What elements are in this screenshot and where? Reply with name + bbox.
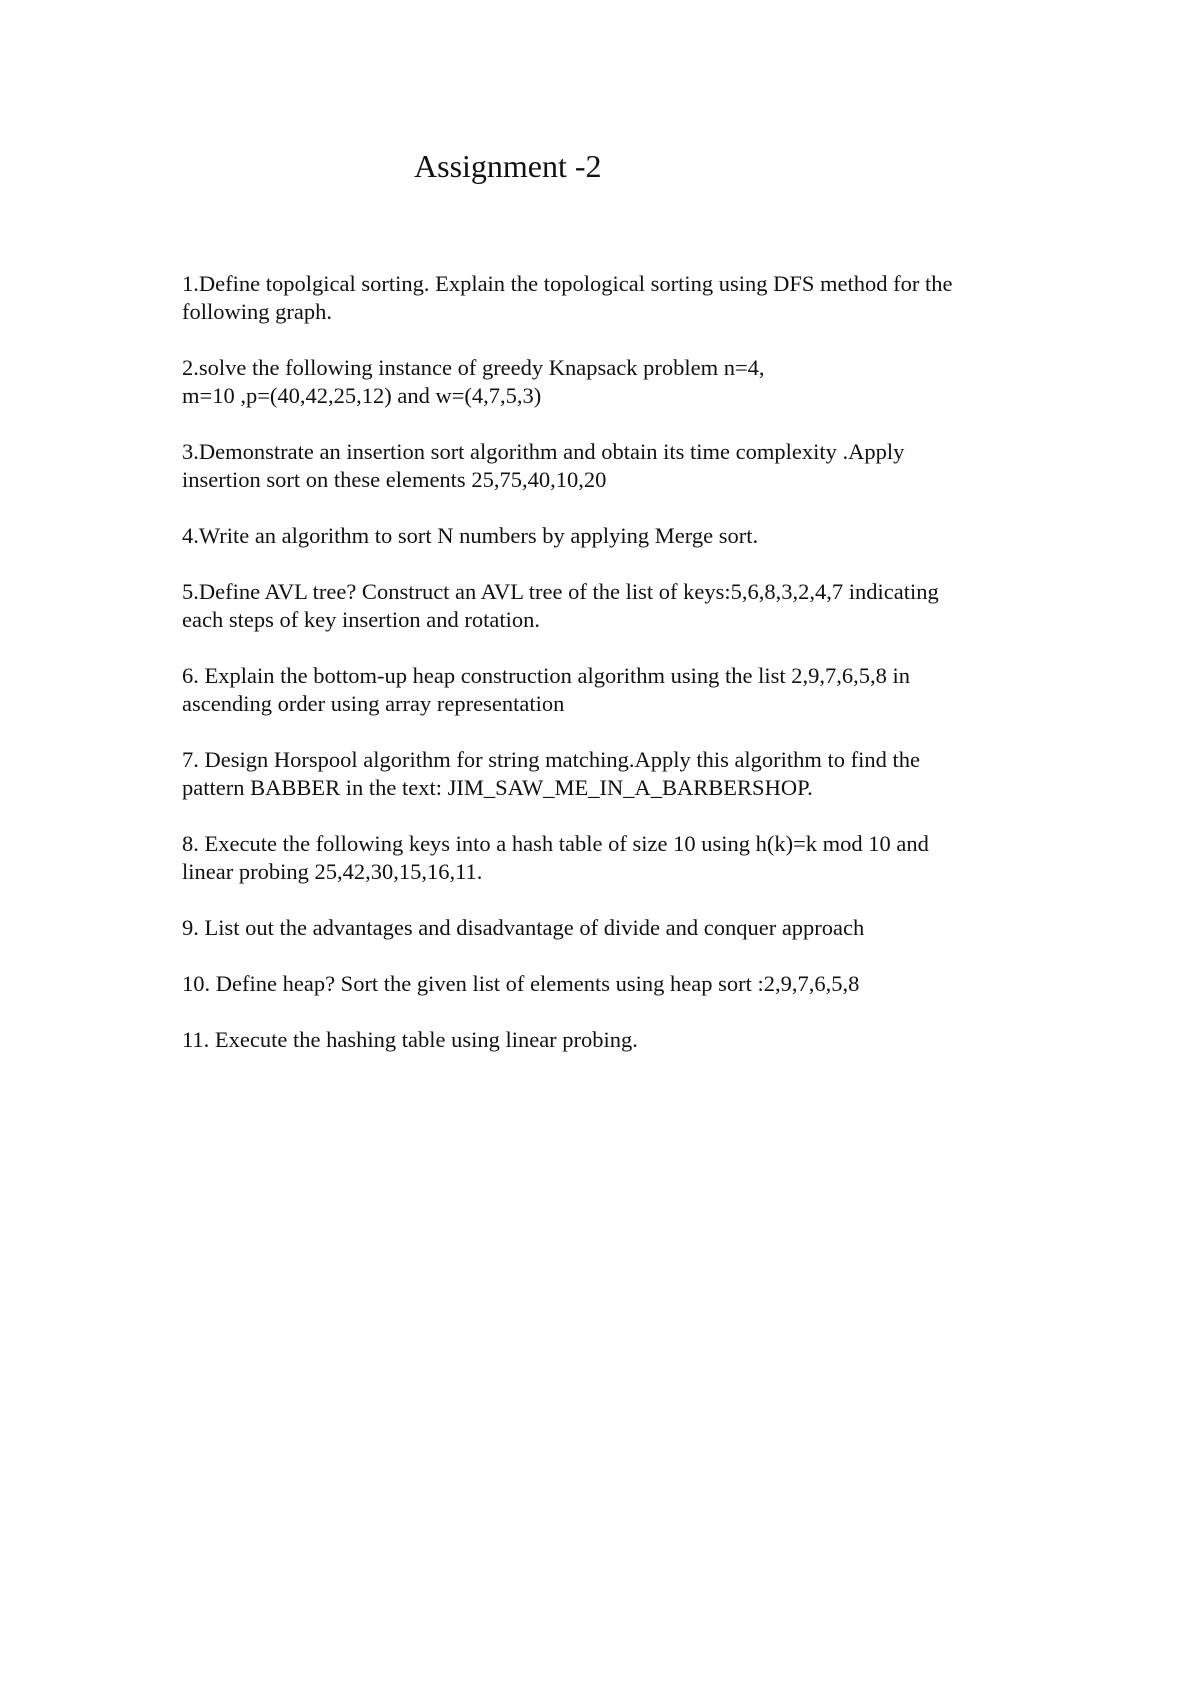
question-text-line: linear probing 25,42,30,15,16,11. xyxy=(182,859,483,884)
question-text-line: pattern BABBER in the text: JIM_SAW_ME_IN_A_BARBERSHOP. xyxy=(182,775,813,800)
question-text-line: 8. Execute the following keys into a hash table of size 10 using h(k)=k mod 10 and xyxy=(182,831,929,856)
question-text-line: each steps of key insertion and rotation. xyxy=(182,607,541,632)
question-text-line: 7. Design Horspool algorithm for string matching.Apply this algorithm to find the xyxy=(182,747,921,772)
question-item xyxy=(182,1026,1042,1054)
question-item xyxy=(182,522,1042,550)
question-item xyxy=(182,746,1042,802)
question-text-line: insertion sort on these elements 25,75,40,10,20 xyxy=(182,467,607,492)
question-item xyxy=(182,830,1042,886)
document-title: Assignment -2 xyxy=(414,148,602,184)
question-text-line: 1.Define topolgical sorting. Explain the topological sorting using DFS method for the xyxy=(182,271,953,296)
question-text-line: 6. Explain the bottom-up heap construction algorithm using the list 2,9,7,6,5,8 in xyxy=(182,663,911,688)
question-list xyxy=(182,270,1042,1082)
question-text-line: 10. Define heap? Sort the given list of elements using heap sort :2,9,7,6,5,8 xyxy=(182,971,860,996)
question-text-line: 4.Write an algorithm to sort N numbers by applying Merge sort. xyxy=(182,523,759,548)
question-item xyxy=(182,438,1042,494)
question-text-line: 2.solve the following instance of greedy Knapsack problem n=4, xyxy=(182,355,765,380)
question-text-line: 11. Execute the hashing table using linear probing. xyxy=(182,1027,638,1052)
question-item xyxy=(182,578,1042,634)
question-item xyxy=(182,354,1042,410)
question-item xyxy=(182,270,1042,326)
question-text-line: following graph. xyxy=(182,299,332,324)
question-text-line: 9. List out the advantages and disadvantage of divide and conquer approach xyxy=(182,915,865,940)
question-item xyxy=(182,970,1042,998)
question-item xyxy=(182,914,1042,942)
question-text-line: ascending order using array representation xyxy=(182,691,565,716)
question-text-line: 5.Define AVL tree? Construct an AVL tree of the list of keys:5,6,8,3,2,4,7 indicating xyxy=(182,579,939,604)
question-item xyxy=(182,662,1042,718)
question-text-line: 3.Demonstrate an insertion sort algorithm and obtain its time complexity .Apply xyxy=(182,439,905,464)
question-text-line: m=10 ,p=(40,42,25,12) and w=(4,7,5,3) xyxy=(182,383,542,408)
